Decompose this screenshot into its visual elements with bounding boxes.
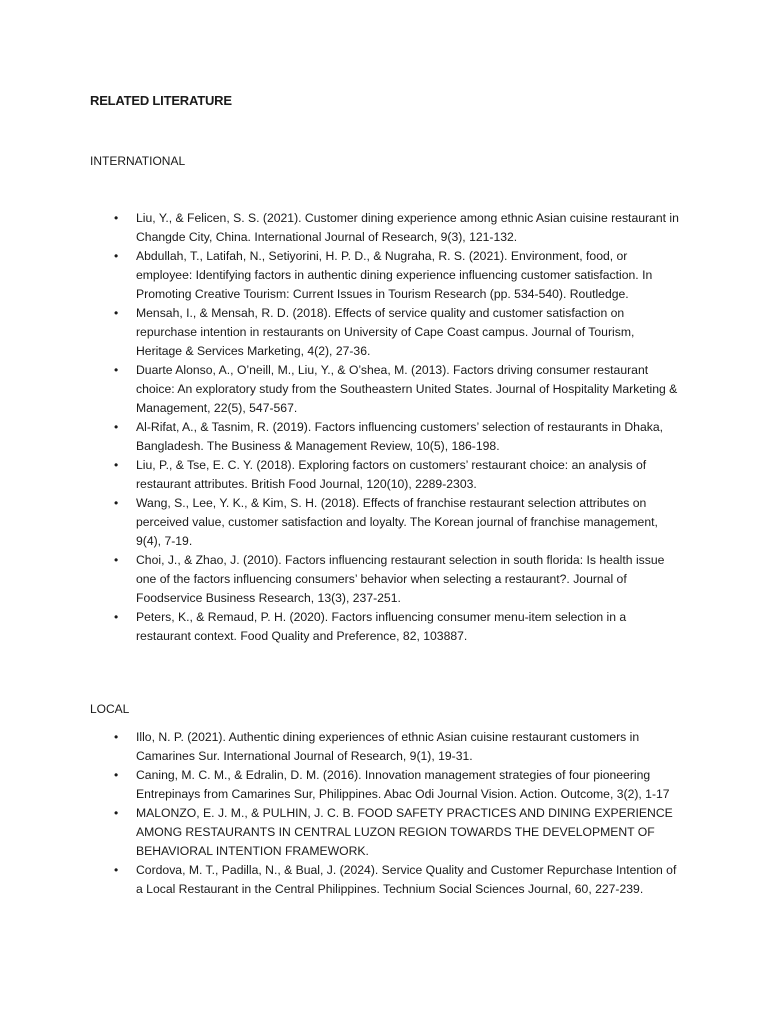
list-item (112, 861, 682, 899)
section-heading-local: LOCAL (90, 702, 130, 716)
bullet-icon: • (114, 249, 119, 263)
list-item (112, 418, 682, 456)
bullet-icon: • (114, 863, 119, 877)
bullet-icon: • (114, 363, 119, 377)
page-title: RELATED LITERATURE (90, 93, 232, 108)
reference-text: Choi, J., & Zhao, J. (2010). Factors influencing restaurant selection in south florida: Is health issue one of the factors influencing consumers’ behavior when selecting a restaurant?. Journal of Foodservice Business Research, 13(3), 237-251. (136, 553, 665, 605)
reference-text: Cordova, M. T., Padilla, N., & Bual, J. (2024). Service Quality and Customer Repurchase Intention of a Local Restaurant in the Central Philippines. Technium Social Sciences Journal, 60, 227-239. (136, 863, 677, 896)
reference-text: Al-Rifat, A., & Tasnim, R. (2019). Factors influencing customers’ selection of restaurants in Dhaka, Bangladesh. The Business & Management Review, 10(5), 186-198. (136, 420, 663, 453)
list-item (112, 551, 682, 608)
bullet-icon: • (114, 553, 119, 567)
reference-text: Caning, M. C. M., & Edralin, D. M. (2016). Innovation management strategies of four pioneering Entrepinays from Camarines Sur, Philippines. Abac Odi Journal Vision. Action. Outcome, 3(2), 1-17 (136, 768, 670, 801)
reference-text: MALONZO, E. J. M., & PULHIN, J. C. B. FOOD SAFETY PRACTICES AND DINING EXPERIENCE AMONG RESTAURANTS IN CENTRAL LUZON REGION TOWARDS THE DEVELOPMENT OF BEHAVIORAL INTENTION FRAMEWORK. (136, 806, 673, 858)
reference-text: Illo, N. P. (2021). Authentic dining experiences of ethnic Asian cuisine restaurant customers in Camarines Sur. International Journal of Research, 9(1), 19-31. (136, 730, 640, 763)
reference-text: Wang, S., Lee, Y. K., & Kim, S. H. (2018). Effects of franchise restaurant selection attributes on perceived value, customer satisfaction and loyalty. The Korean journal of franchise management, 9(4), 7-19. (136, 496, 658, 548)
bullet-icon: • (114, 806, 119, 820)
list-item (112, 456, 682, 494)
list-item (112, 247, 682, 304)
bullet-icon: • (114, 768, 119, 782)
reference-text: Liu, P., & Tse, E. C. Y. (2018). Exploring factors on customers’ restaurant choice: an analysis of restaurant attributes. British Food Journal, 120(10), 2289-2303. (136, 458, 647, 491)
reference-text: Peters, K., & Remaud, P. H. (2020). Factors influencing consumer menu-item selection in a restaurant context. Food Quality and Preference, 82, 103887. (136, 610, 627, 643)
list-item (112, 304, 682, 361)
reference-list-local (112, 728, 682, 899)
reference-text: Mensah, I., & Mensah, R. D. (2018). Effects of service quality and customer satisfaction on repurchase intention in restaurants on University of Cape Coast campus. Journal of Tourism, Heritage & Services Marketing, 4(2), 27-36. (136, 306, 635, 358)
reference-text: Liu, Y., & Felicen, S. S. (2021). Customer dining experience among ethnic Asian cuisine restaurant in Changde City, China. International Journal of Research, 9(3), 121-132. (136, 211, 679, 244)
reference-text: Abdullah, T., Latifah, N., Setiyorini, H. P. D., & Nugraha, R. S. (2021). Environment, food, or employee: Identifying factors in authentic dining experience influencing customer satisfaction. In Promoting Creative Tourism: Current Issues in Tourism Research (pp. 534-540). Routledge. (136, 249, 653, 301)
list-item (112, 728, 682, 766)
bullet-icon: • (114, 420, 119, 434)
bullet-icon: • (114, 458, 119, 472)
bullet-icon: • (114, 730, 119, 744)
list-item (112, 804, 682, 861)
list-item (112, 494, 682, 551)
section-heading-international: INTERNATIONAL (90, 154, 186, 168)
bullet-icon: • (114, 610, 119, 624)
list-item (112, 361, 682, 418)
list-item (112, 766, 682, 804)
list-item (112, 209, 682, 247)
reference-list-international (112, 209, 682, 646)
list-item (112, 608, 682, 646)
reference-text: Duarte Alonso, A., O’neill, M., Liu, Y., & O’shea, M. (2013). Factors driving consumer restaurant choice: An exploratory study from the Southeastern United States. Journal of Hospitality Marketing & Management, 22(5), 547-567. (136, 363, 678, 415)
bullet-icon: • (114, 306, 119, 320)
bullet-icon: • (114, 211, 119, 225)
bullet-icon: • (114, 496, 119, 510)
